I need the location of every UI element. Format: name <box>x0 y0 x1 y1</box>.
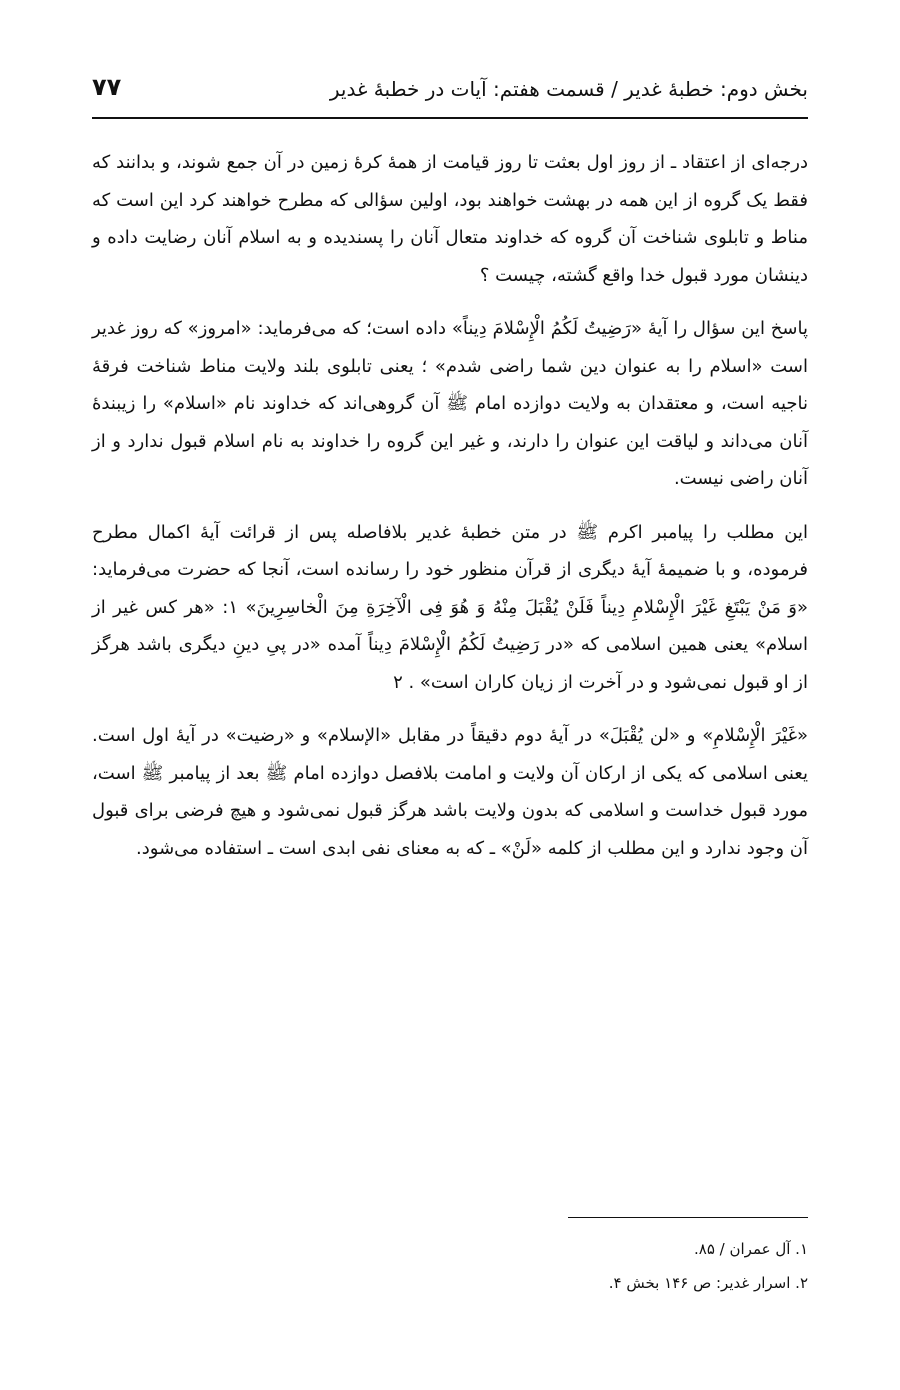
running-header <box>92 70 808 114</box>
footnote-2: ۲. اسرار غدیر: ص ۱۴۶ بخش ۴. <box>608 1274 808 1292</box>
header-title: بخش دوم: خطبهٔ غدیر / قسمت هفتم: آیات در خطبهٔ غدیر <box>329 77 808 101</box>
paragraph-1: درجه‌ای از اعتقاد ـ از روز اول بعثت تا روز قیامت از همهٔ کرهٔ زمین در آن جمع شوند، و بدانند که فقط یک گروه از این همه در بهشت خواهند بود، اولین سؤالی که مطرح خواهند کرد این است که مناط و تابلوی شناخت آن گروه که خداوند متعال آنان را پسندیده و به اسلام آنان رضایت داده و دینشان مورد قبول خدا واقع گشته، چیست ؟ <box>92 152 808 286</box>
page-number: ۷۷ <box>92 73 122 101</box>
paragraph-2: پاسخ این سؤال را آیهٔ «رَضِیتُ لَکُمُ الْإِسْلامَ دِیناً» داده است؛ که می‌فرماید: «امروز» که روز غدیر است «اسلام را به عنوان دین شما راضی شدم» ؛ یعنی تابلوی بلند ولایت مناط شناخت فرقهٔ ناجیه است، و معتقدان به ولایت دوازده امام ﷺ آن گروهی‌اند که خداوند نام «اسلام» را زیبندهٔ آنان می‌داند و لیاقت این عنوان را دارند، و غیر این گروه را خداوند به نام اسلام قبول ندارد و از آنان راضی نیست. <box>92 318 808 489</box>
header-divider <box>92 117 808 119</box>
footnote-1: ۱. آل عمران / ۸۵. <box>693 1240 808 1258</box>
footnote-divider <box>568 1217 808 1218</box>
paragraph-4: «غَیْرَ الْإِسْلامِ» و «لن یُقْبَلَ» در آیهٔ دوم دقیقاً در مقابل «الإسلام» و «رضیت» در آیهٔ اول است. یعنی اسلامی که یکی از ارکان آن ولایت و امامت بلافصل دوازده امام ﷺ بعد از پیامبر ﷺ است، مورد قبول خداست و اسلامی که بدون ولایت باشد هرگز قبول نمی‌شود و هیچ فرضی برای قبول آن وجود ندارد و این مطلب از کلمه «لَنْ» ـ که به معنای نفی ابدی است ـ استفاده می‌شود. <box>92 725 808 859</box>
paragraph-3: این مطلب را پیامبر اکرم ﷺ در متن خطبهٔ غدیر بلافاصله پس از قرائت آیهٔ اکمال مطرح فرموده، و با ضمیمهٔ آیهٔ دیگری از قرآن منظور خود را رسانده است، آنجا که حضرت می‌فرماید: «وَ مَنْ یَبْتَغِ غَیْرَ الْإِسْلامِ دِیناً فَلَنْ یُقْبَلَ مِنْهُ وَ هُوَ فِی الْآخِرَةِ مِنَ الْخاسِرِینَ» ۱: «هر کس غیر از اسلام» یعنی همین اسلامی که «در رَضِیتُ لَکُمُ الْإِسْلامَ دِیناً آمده «در پیِ دینِ دیگری باشد هرگز از او قبول نمی‌شود و در آخرت از زیان کاران است» . ۲ <box>92 521 809 693</box>
footnotes <box>92 1232 808 1300</box>
body-text <box>92 144 808 883</box>
